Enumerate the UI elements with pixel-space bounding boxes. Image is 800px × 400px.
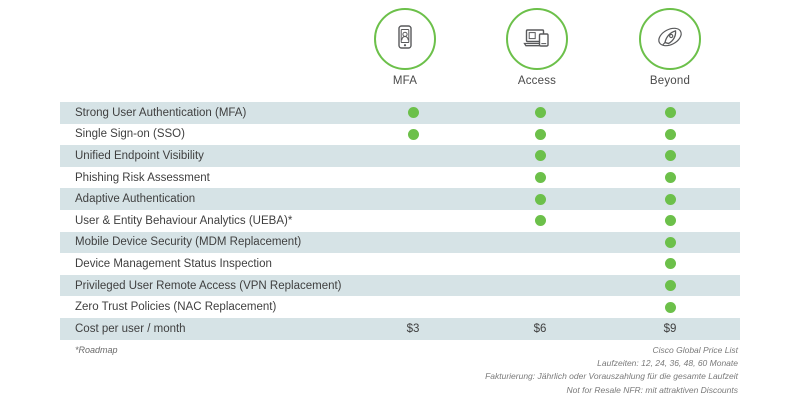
table-row <box>60 232 740 254</box>
check-dot-icon <box>665 237 676 248</box>
access-icon-circle <box>506 8 568 70</box>
availability-dot <box>520 188 560 210</box>
check-dot-icon <box>665 215 676 226</box>
price-row <box>60 318 740 340</box>
check-dot-icon <box>535 215 546 226</box>
legal-line-4: Not for Resale NFR: mit attraktiven Discounts <box>566 384 738 395</box>
check-dot-icon <box>535 107 546 118</box>
check-dot-icon <box>665 280 676 291</box>
check-dot-icon <box>665 150 676 161</box>
feature-table <box>60 102 740 340</box>
rocket-orbit-icon <box>654 22 686 57</box>
check-dot-icon <box>535 129 546 140</box>
check-dot-icon <box>665 129 676 140</box>
roadmap-footnote: *Roadmap <box>75 345 118 355</box>
availability-dot <box>650 232 690 254</box>
availability-dot <box>650 102 690 124</box>
availability-dot <box>650 188 690 210</box>
plan-label-beyond: Beyond <box>649 75 691 87</box>
table-row <box>60 296 740 318</box>
check-dot-icon <box>665 194 676 205</box>
check-dot-icon <box>408 107 419 118</box>
availability-dot <box>650 124 690 146</box>
legal-line-2: Laufzeiten: 12, 24, 36, 48, 60 Monate <box>597 358 738 369</box>
availability-dot <box>393 102 433 124</box>
table-row <box>60 124 740 146</box>
price-row-label: Cost per user / month <box>75 322 186 335</box>
table-row <box>60 102 740 124</box>
table-row <box>60 188 740 210</box>
feature-label: Device Management Status Inspection <box>75 257 272 270</box>
availability-dot <box>650 296 690 318</box>
feature-label: Zero Trust Policies (NAC Replacement) <box>75 301 277 314</box>
table-row <box>60 145 740 167</box>
table-row <box>60 210 740 232</box>
check-dot-icon <box>665 107 676 118</box>
feature-label: Single Sign-on (SSO) <box>75 128 185 141</box>
table-row <box>60 253 740 275</box>
availability-dot <box>520 167 560 189</box>
availability-dot <box>393 124 433 146</box>
availability-dot <box>520 145 560 167</box>
legal-line-3: Fakturierung: Jährlich oder Vorauszahlung für die gesamte Laufzeit <box>485 371 738 382</box>
price-value: $6 <box>533 322 547 335</box>
table-row <box>60 275 740 297</box>
availability-dot <box>650 210 690 232</box>
check-dot-icon <box>665 258 676 269</box>
plan-column-mfa[interactable] <box>345 8 465 87</box>
availability-dot <box>520 210 560 232</box>
plan-header <box>0 8 800 100</box>
feature-label: Privileged User Remote Access (VPN Replacement) <box>75 279 342 292</box>
mfa-icon-circle <box>374 8 436 70</box>
feature-label: Unified Endpoint Visibility <box>75 149 204 162</box>
feature-label: Adaptive Authentication <box>75 193 196 206</box>
price-value: $9 <box>663 322 677 335</box>
plan-label-access: Access <box>517 75 557 87</box>
availability-dot <box>650 253 690 275</box>
beyond-icon-circle <box>639 8 701 70</box>
price-value: $3 <box>406 322 420 335</box>
feature-label: User & Entity Behaviour Analytics (UEBA)* <box>75 214 293 227</box>
check-dot-icon <box>665 172 676 183</box>
legal-line-1: Cisco Global Price List <box>652 345 738 355</box>
feature-label: Phishing Risk Assessment <box>75 171 210 184</box>
legal-note <box>485 344 738 397</box>
check-dot-icon <box>535 150 546 161</box>
check-dot-icon <box>535 194 546 205</box>
plan-label-mfa: MFA <box>392 75 418 87</box>
availability-dot <box>520 102 560 124</box>
availability-dot <box>650 167 690 189</box>
availability-dot <box>520 124 560 146</box>
plan-column-access[interactable] <box>477 8 597 87</box>
plan-column-beyond[interactable] <box>610 8 730 87</box>
check-dot-icon <box>535 172 546 183</box>
feature-label: Mobile Device Security (MDM Replacement) <box>75 236 302 249</box>
laptop-devices-icon <box>521 22 553 57</box>
feature-label: Strong User Authentication (MFA) <box>75 106 247 119</box>
availability-dot <box>650 145 690 167</box>
mobile-device-icon <box>390 22 420 57</box>
check-dot-icon <box>665 302 676 313</box>
availability-dot <box>650 275 690 297</box>
check-dot-icon <box>408 129 419 140</box>
table-row <box>60 167 740 189</box>
